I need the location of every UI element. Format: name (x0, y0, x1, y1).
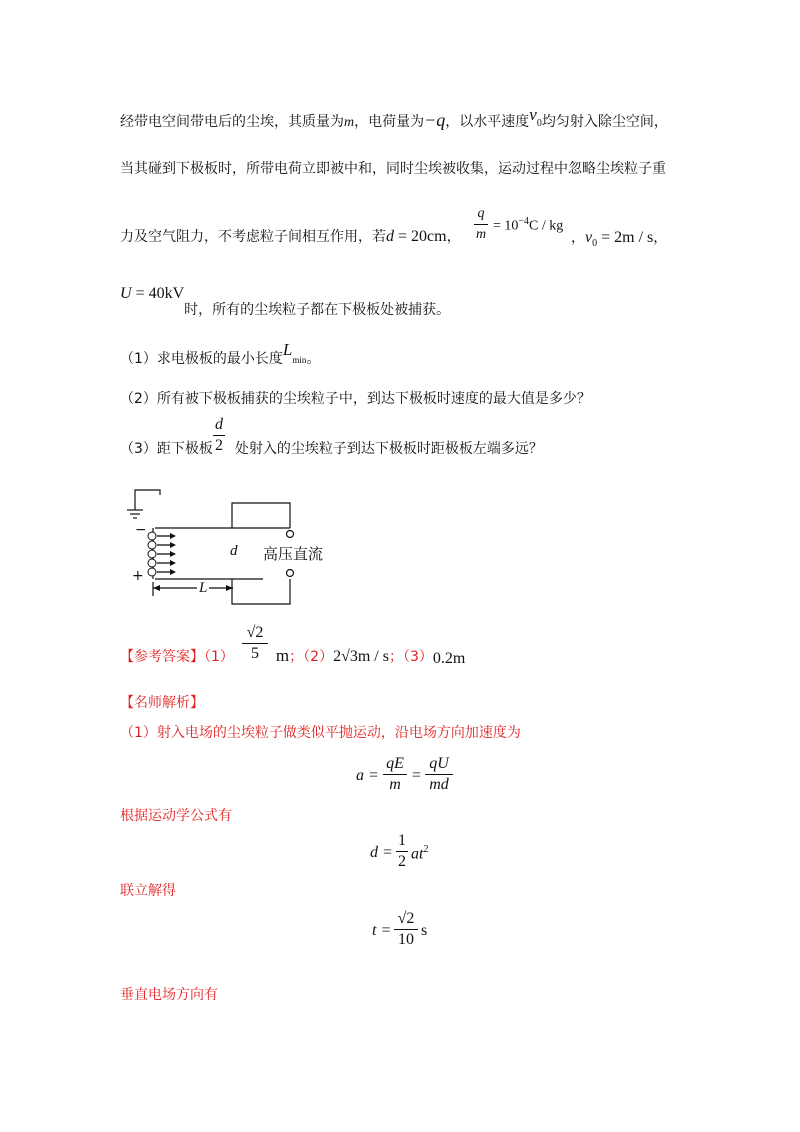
eq3-frac (394, 910, 418, 949)
analysis-step-4: 垂直电场方向有 (120, 987, 218, 1003)
answer-1-fraction (242, 624, 268, 663)
math-unit: C / kg (529, 218, 564, 234)
problem-line-1 (120, 105, 668, 138)
frac-den: m (389, 776, 401, 793)
ground-wire (135, 490, 160, 510)
analysis-step-3: 联立解得 (120, 883, 176, 899)
answer-line (120, 646, 465, 667)
frac-den: md (429, 776, 449, 793)
eq2-rhs (411, 844, 428, 863)
answer-1-unit: m (275, 646, 290, 665)
eq3-unit: s (421, 922, 428, 939)
eq2-rhs-text: at (411, 845, 424, 863)
math-u-eq: U = 40kV (120, 285, 185, 302)
text: 时，所有的尘埃粒子都在下极板处被捕获。 (184, 302, 451, 318)
eq1-equals: = (412, 767, 422, 784)
frac-bar (474, 224, 488, 225)
plate-distance-label: d (230, 543, 238, 559)
minus-sign: − (135, 522, 147, 538)
text: ； (289, 649, 304, 665)
text: ； (388, 649, 403, 665)
frac-num: d (215, 416, 223, 433)
math-v0: v (585, 229, 593, 246)
text: 力及空气阻力，不考虑粒子间相互作用，若 (120, 229, 386, 245)
text: ， (653, 230, 668, 246)
math-m: m (344, 115, 355, 130)
frac-num: qU (429, 755, 449, 772)
length-label: L (199, 580, 208, 596)
eq2-frac (396, 832, 408, 871)
velocity-arrows (157, 536, 172, 572)
frac-den: m (475, 227, 487, 242)
text: 均匀射入除尘空间， (541, 114, 668, 130)
problem-line-3 (120, 227, 461, 247)
question-2: （2）所有被下极板捕获的尘埃粒子中，到达下极板时速度的最大值是多少？ (120, 391, 591, 407)
math-d-eq: d = 20cm (386, 228, 447, 245)
dust-particles (148, 532, 156, 576)
math-rhs: = 10 (493, 218, 519, 234)
math-v: v (529, 105, 537, 124)
frac-bar (242, 643, 268, 644)
question-1 (120, 340, 321, 374)
frac-bar (394, 929, 418, 930)
text: 经带电空间带电后的尘埃，其质量为 (120, 114, 344, 130)
text: ，电荷量为 (354, 114, 425, 130)
frac-num: √2 (246, 624, 264, 641)
lower-wire (232, 579, 290, 604)
math-v0-rhs: = 2m / s (597, 229, 654, 246)
text: （3）距下极板 (120, 441, 213, 457)
eq2-exp: 2 (423, 844, 429, 855)
upper-wire (232, 503, 290, 528)
fraction-q-over-m (474, 205, 488, 244)
frac-den: 2 (215, 437, 223, 454)
frac-den: 5 (251, 645, 259, 662)
math-v-sub: 0 (536, 117, 542, 129)
problem-line-4 (120, 285, 451, 318)
math-v0-sub: 0 (592, 237, 598, 249)
frac-bar (213, 435, 225, 436)
frac-bar (383, 774, 407, 775)
analysis-step-1: （1）射入电场的尘埃粒子做类似平抛运动，沿电场方向加速度为 (120, 725, 521, 741)
frac-bar (425, 774, 453, 775)
eq1-lhs: a = (356, 767, 379, 784)
text: （3） (402, 649, 433, 665)
math-qm-rhs (493, 216, 563, 235)
answer-2: 2√3m / s (333, 648, 389, 665)
equation-2 (370, 832, 450, 872)
text: ，以水平速度 (445, 114, 530, 130)
analysis-step-2: 根据运动学公式有 (120, 808, 232, 824)
eq1-frac-1 (383, 755, 407, 794)
equation-3 (372, 910, 452, 950)
eq1-frac-2 (425, 755, 453, 794)
text: 。 (306, 351, 321, 367)
math-exp: −4 (518, 216, 530, 227)
problem-line-3-tail (571, 227, 667, 249)
equation-1 (356, 755, 466, 795)
plus-sign: + (132, 568, 144, 584)
question-3 (120, 439, 543, 459)
text: 处射入的尘埃粒子到达下极板时距极板左端多远？ (234, 441, 543, 457)
eq3-lhs: t = (372, 922, 392, 939)
high-voltage-label: 高压直流 (263, 545, 324, 563)
text: （1） (204, 649, 234, 665)
frac-bar (396, 851, 408, 852)
frac-num: q (477, 206, 485, 221)
fraction-d-over-2 (213, 416, 225, 455)
problem-line-2: 当其碰到下极板时，所带电荷立即被中和，同时尘埃被收集，运动过程中忽略尘埃粒子重 (120, 161, 666, 177)
eq2-lhs: d = (370, 844, 393, 861)
math-L: L (282, 340, 293, 359)
analysis-label: 【名师解析】 (120, 695, 204, 711)
frac-num: √2 (397, 910, 415, 927)
frac-num: 1 (398, 832, 406, 849)
terminal-bottom (287, 570, 294, 577)
text: （1）求电极板的最小长度 (120, 351, 283, 367)
text: （2） (303, 649, 334, 665)
math-negq: −q (424, 110, 446, 130)
answer-label: 【参考答案】 (120, 649, 204, 665)
frac-num: qE (386, 755, 404, 772)
answer-3: 0.2m (432, 650, 466, 667)
text: ， (446, 229, 461, 245)
text: ， (571, 230, 585, 246)
frac-den: 2 (398, 853, 406, 870)
frac-den: 10 (398, 931, 414, 948)
terminal-top (287, 531, 294, 538)
math-L-sub: min (292, 354, 307, 365)
